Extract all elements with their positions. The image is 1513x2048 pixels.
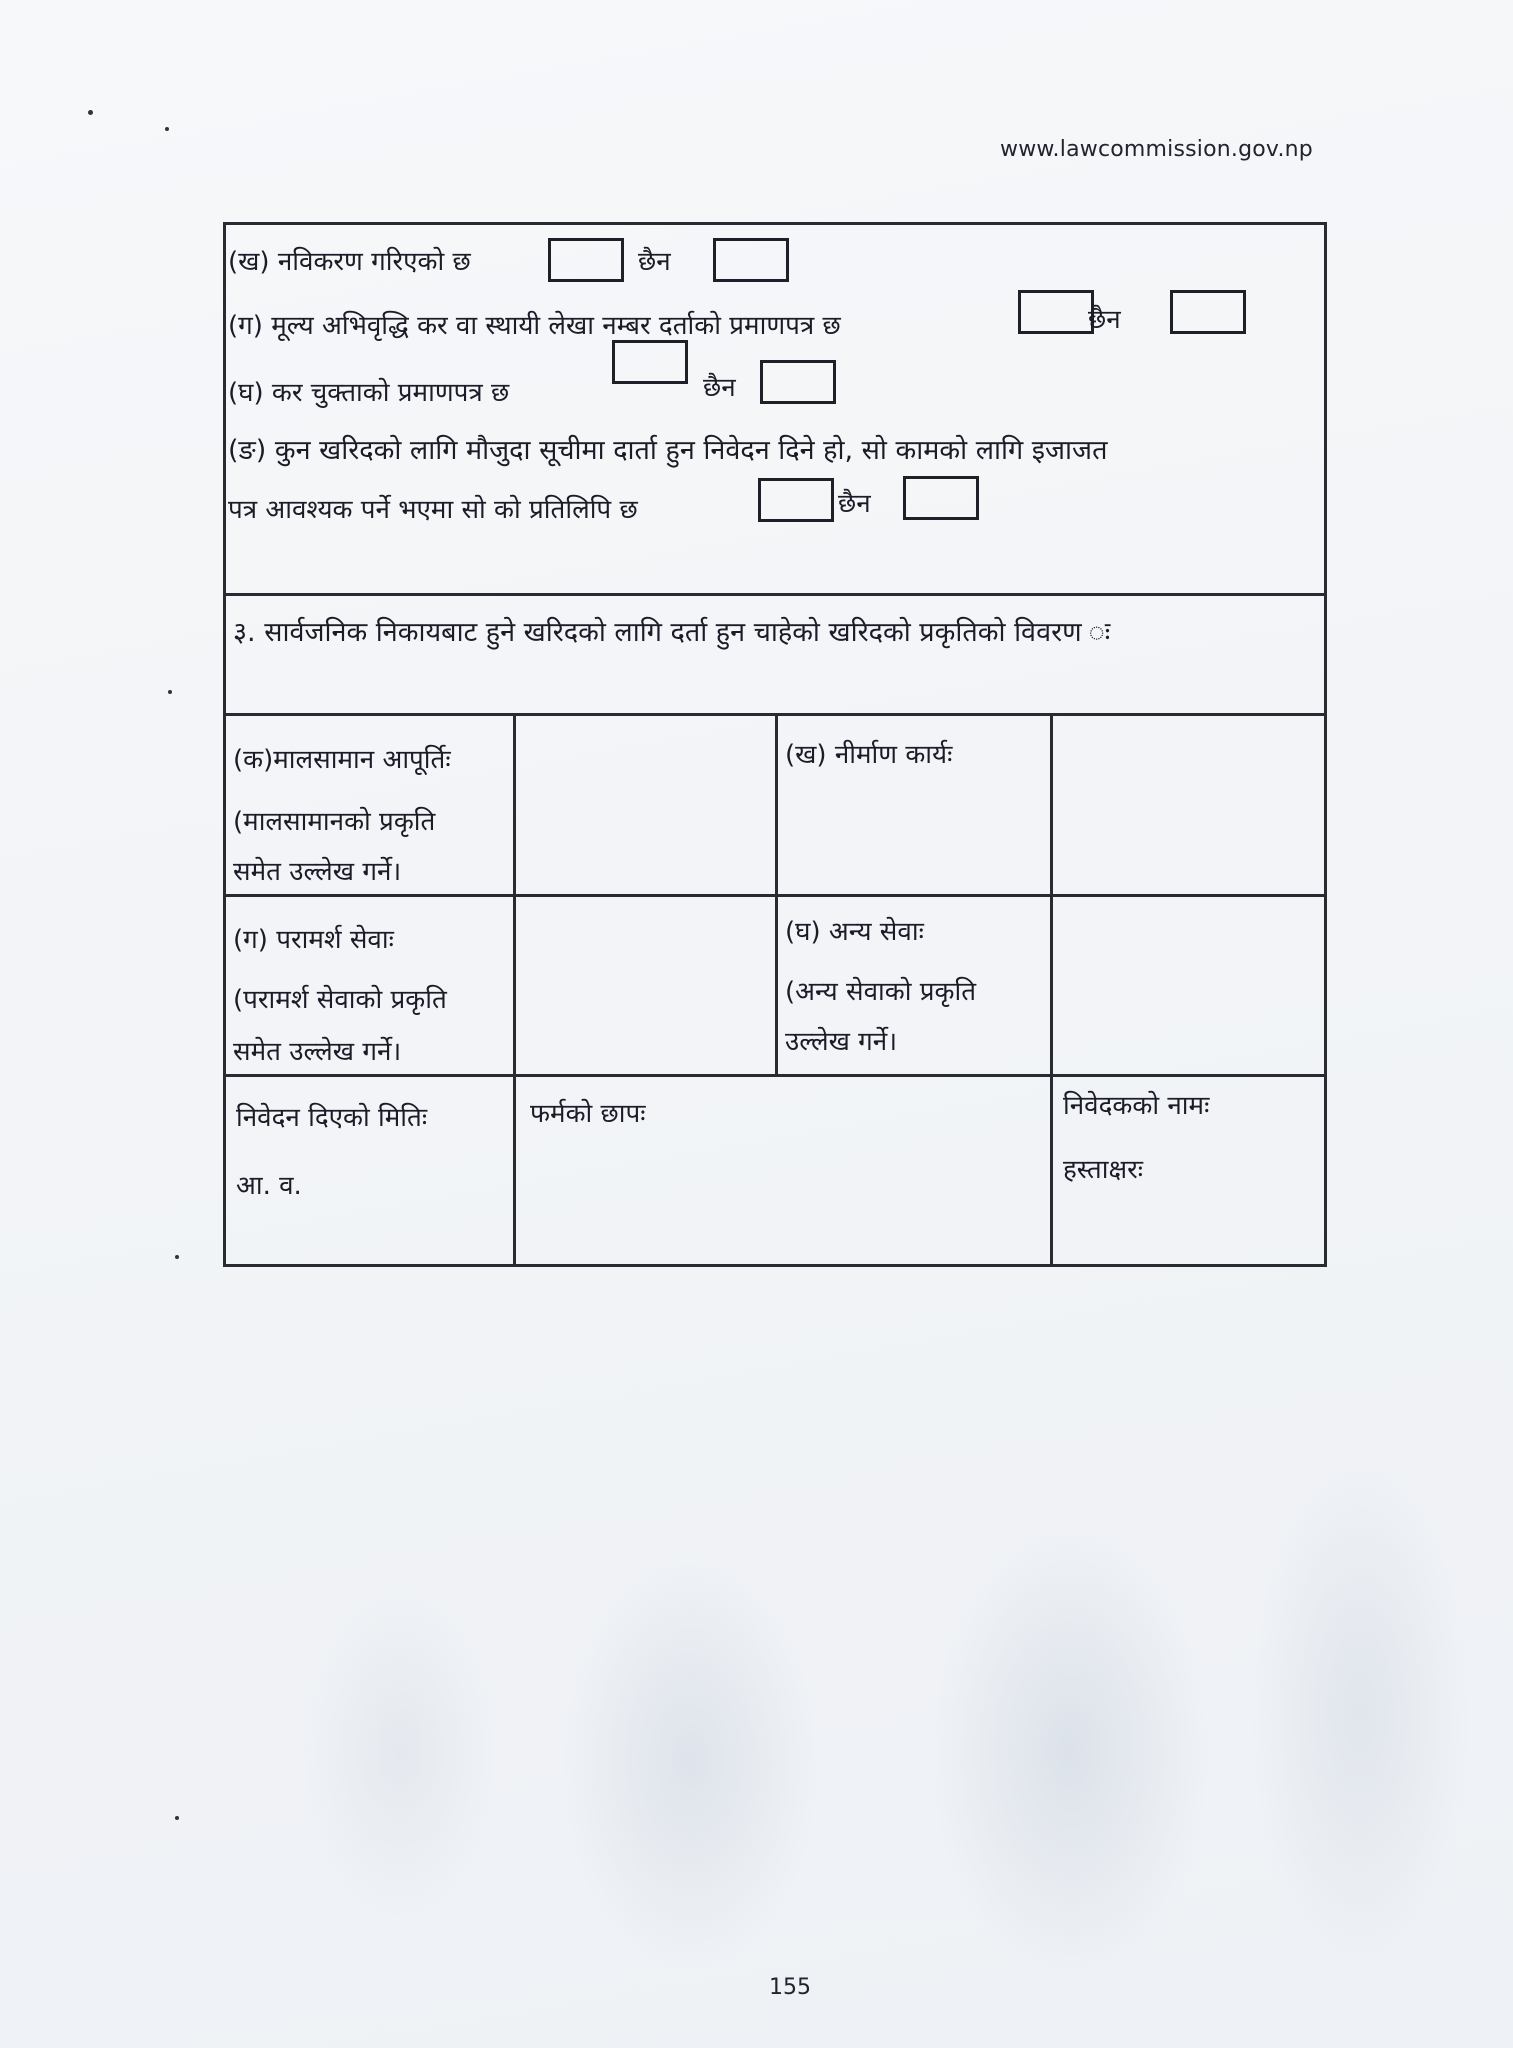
license-line1: (ङ) कुन खरिदको लागि मौजुदा सूचीमा दार्ता हुन निवेदन दिने हो, सो कामको लागि इजाजत [228, 435, 1108, 466]
header-url: www.lawcommission.gov.np [1000, 137, 1313, 162]
consulting-label: (ग) परामर्श सेवाः [233, 925, 394, 955]
renewal-yes-checkbox[interactable] [548, 238, 624, 282]
speck [165, 127, 169, 131]
applicant-name-label: निवेदकको नामः [1063, 1091, 1210, 1121]
firm-stamp-label: फर्मको छापः [530, 1099, 646, 1129]
other-services-label: (घ) अन्य सेवाः [785, 917, 924, 947]
speck [88, 110, 93, 115]
application-date-label: निवेदन दिएको मितिः [236, 1103, 428, 1133]
license-no-label: छैन [838, 489, 871, 519]
speck [175, 1816, 179, 1820]
other-services-note: (अन्य सेवाको प्रकृति [785, 977, 977, 1007]
goods-supply-note: (मालसामानको प्रकृति [233, 807, 436, 837]
vat-pan-label: (ग) मूल्य अभिवृद्धि कर वा स्थायी लेखा नम्बर दर्ताको प्रमाणपत्र छ [228, 311, 841, 341]
goods-supply-label: (क)मालसामान आपूर्तिः [233, 745, 451, 775]
speck [175, 1255, 179, 1259]
license-line2: पत्र आवश्यक पर्ने भएमा सो को प्रतिलिपि छ [228, 495, 638, 525]
table-column-divider [1050, 713, 1053, 1267]
vat-pan-no-checkbox[interactable] [1170, 290, 1246, 334]
speck [168, 690, 172, 694]
renewal-no-checkbox[interactable] [713, 238, 789, 282]
page-number: 155 [769, 1975, 811, 2000]
paper-crease [300, 1580, 500, 1920]
section3-heading: ३. सार्वजनिक निकायबाट हुने खरिदको लागि दर्ता हुन चाहेको खरिदको प्रकृतिको विवरण ः [233, 617, 1111, 648]
license-yes-checkbox[interactable] [758, 478, 834, 522]
construction-field[interactable] [1056, 718, 1322, 890]
tax-clearance-label: (घ) कर चुक्ताको प्रमाणपत्र छ [228, 378, 510, 408]
tax-clearance-no-checkbox[interactable] [760, 360, 836, 404]
other-services-note: उल्लेख गर्ने। [785, 1027, 898, 1057]
other-services-field[interactable] [1056, 899, 1322, 1071]
table-column-divider [775, 713, 778, 1074]
paper-crease [930, 1520, 1210, 1980]
renewal-no-label: छैन [638, 247, 671, 277]
consulting-field[interactable] [518, 899, 772, 1071]
tax-clearance-yes-checkbox[interactable] [612, 340, 688, 384]
section-divider [223, 593, 1327, 596]
goods-supply-note: समेत उल्लेख गर्ने। [233, 857, 402, 887]
signature-label: हस्ताक्षरः [1063, 1155, 1144, 1185]
fiscal-year-label: आ. व. [236, 1171, 302, 1201]
construction-label: (ख) नीर्माण कार्यः [785, 740, 953, 770]
renewal-label: (ख) नविकरण गरिएको छ [228, 247, 471, 277]
paper-crease [560, 1550, 820, 1970]
license-no-checkbox[interactable] [903, 476, 979, 520]
tax-clearance-no-label: छैन [703, 373, 736, 403]
goods-supply-field[interactable] [518, 718, 772, 890]
table-row-divider [223, 1074, 1327, 1077]
paper-crease [1250, 1450, 1470, 1970]
consulting-note: समेत उल्लेख गर्ने। [233, 1037, 402, 1067]
vat-pan-no-label: छैन [1088, 305, 1121, 335]
table-column-divider [513, 713, 516, 1267]
consulting-note: (परामर्श सेवाको प्रकृति [233, 985, 447, 1015]
vat-pan-yes-checkbox[interactable] [1018, 290, 1094, 334]
